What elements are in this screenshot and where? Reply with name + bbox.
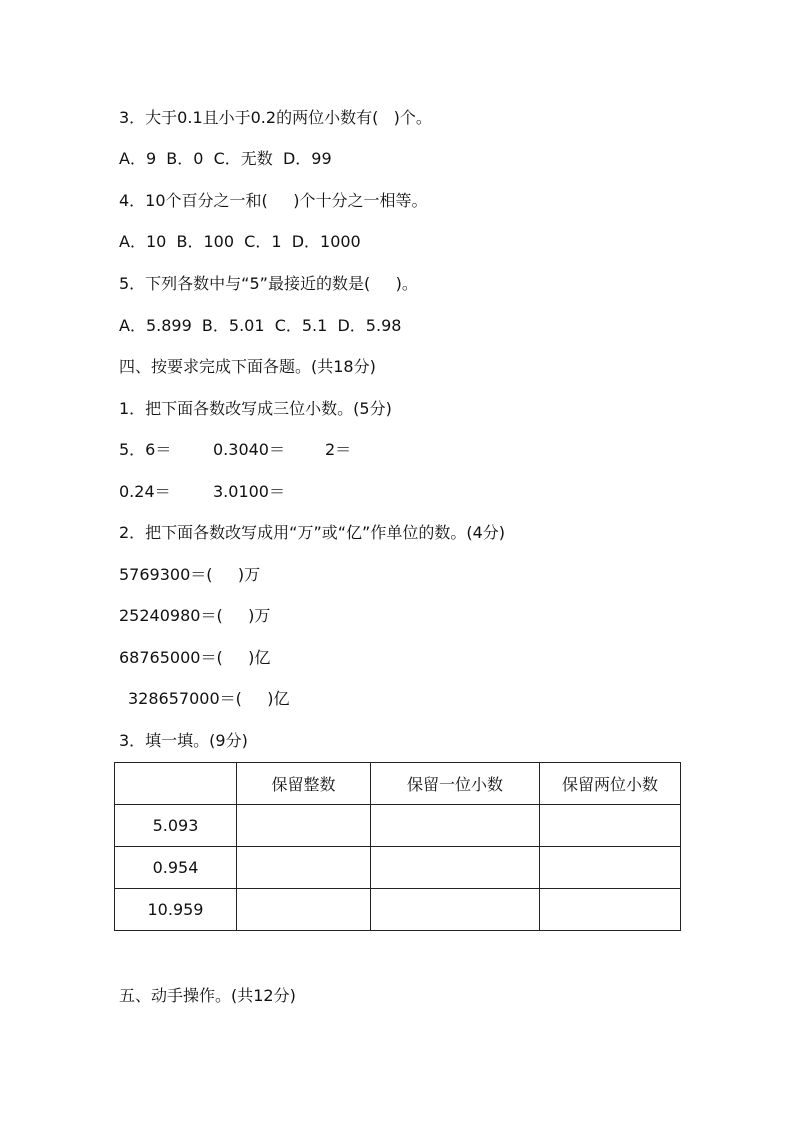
problem-2-item: 68765000＝( )亿 bbox=[119, 648, 271, 667]
problem-2-item: 328657000＝( )亿 bbox=[128, 689, 290, 708]
problem-1-item: 2＝ bbox=[325, 440, 352, 459]
problem-2-item: 25240980＝( )万 bbox=[119, 606, 271, 625]
table-row-label: 5.093 bbox=[115, 805, 237, 847]
problem-3-title: 3．填一填。(9分) bbox=[119, 731, 248, 750]
table-header-row bbox=[115, 763, 681, 805]
table-row bbox=[115, 847, 681, 889]
answer-cell[interactable] bbox=[237, 889, 371, 931]
problem-1-item: 3.0100＝ bbox=[213, 482, 285, 501]
answer-cell[interactable] bbox=[540, 847, 681, 889]
section-5-heading: 五、动手操作。(共12分) bbox=[119, 986, 296, 1005]
problem-1-item: 0.3040＝ bbox=[213, 440, 285, 459]
table-row bbox=[115, 889, 681, 931]
problem-1-title: 1．把下面各数改写成三位小数。(5分) bbox=[119, 399, 392, 418]
problem-1-item: 0.24＝ bbox=[119, 482, 171, 501]
table-row-label: 0.954 bbox=[115, 847, 237, 889]
answer-cell[interactable] bbox=[540, 805, 681, 847]
table-header-cell: 保留整数 bbox=[237, 763, 371, 805]
problem-1-item: 5．6＝ bbox=[119, 440, 172, 459]
question-5-stem: 5．下列各数中与“5”最接近的数是( )。 bbox=[119, 274, 418, 293]
answer-cell[interactable] bbox=[371, 805, 540, 847]
answer-cell[interactable] bbox=[237, 805, 371, 847]
table-row bbox=[115, 805, 681, 847]
question-5-options: A．5.899 B．5.01 C．5.1 D．5.98 bbox=[119, 316, 402, 335]
answer-cell[interactable] bbox=[371, 847, 540, 889]
question-4-stem: 4．10个百分之一和( )个十分之一相等。 bbox=[119, 191, 428, 210]
table-header-cell: 保留一位小数 bbox=[371, 763, 540, 805]
rounding-table bbox=[114, 762, 681, 931]
problem-2-title: 2．把下面各数改写成用“万”或“亿”作单位的数。(4分) bbox=[119, 523, 506, 542]
answer-cell[interactable] bbox=[371, 889, 540, 931]
problem-2-item: 5769300＝( )万 bbox=[119, 565, 261, 584]
question-3-stem: 3．大于0.1且小于0.2的两位小数有( )个。 bbox=[119, 108, 432, 127]
question-4-options: A．10 B．100 C．1 D．1000 bbox=[119, 232, 361, 251]
table-row-label: 10.959 bbox=[115, 889, 237, 931]
question-3-options: A．9 B．0 C．无数 D．99 bbox=[119, 149, 332, 168]
answer-cell[interactable] bbox=[540, 889, 681, 931]
section-4-heading: 四、按要求完成下面各题。(共18分) bbox=[119, 357, 376, 376]
answer-cell[interactable] bbox=[237, 847, 371, 889]
table-header-cell: 保留两位小数 bbox=[540, 763, 681, 805]
table-header-cell bbox=[115, 763, 237, 805]
